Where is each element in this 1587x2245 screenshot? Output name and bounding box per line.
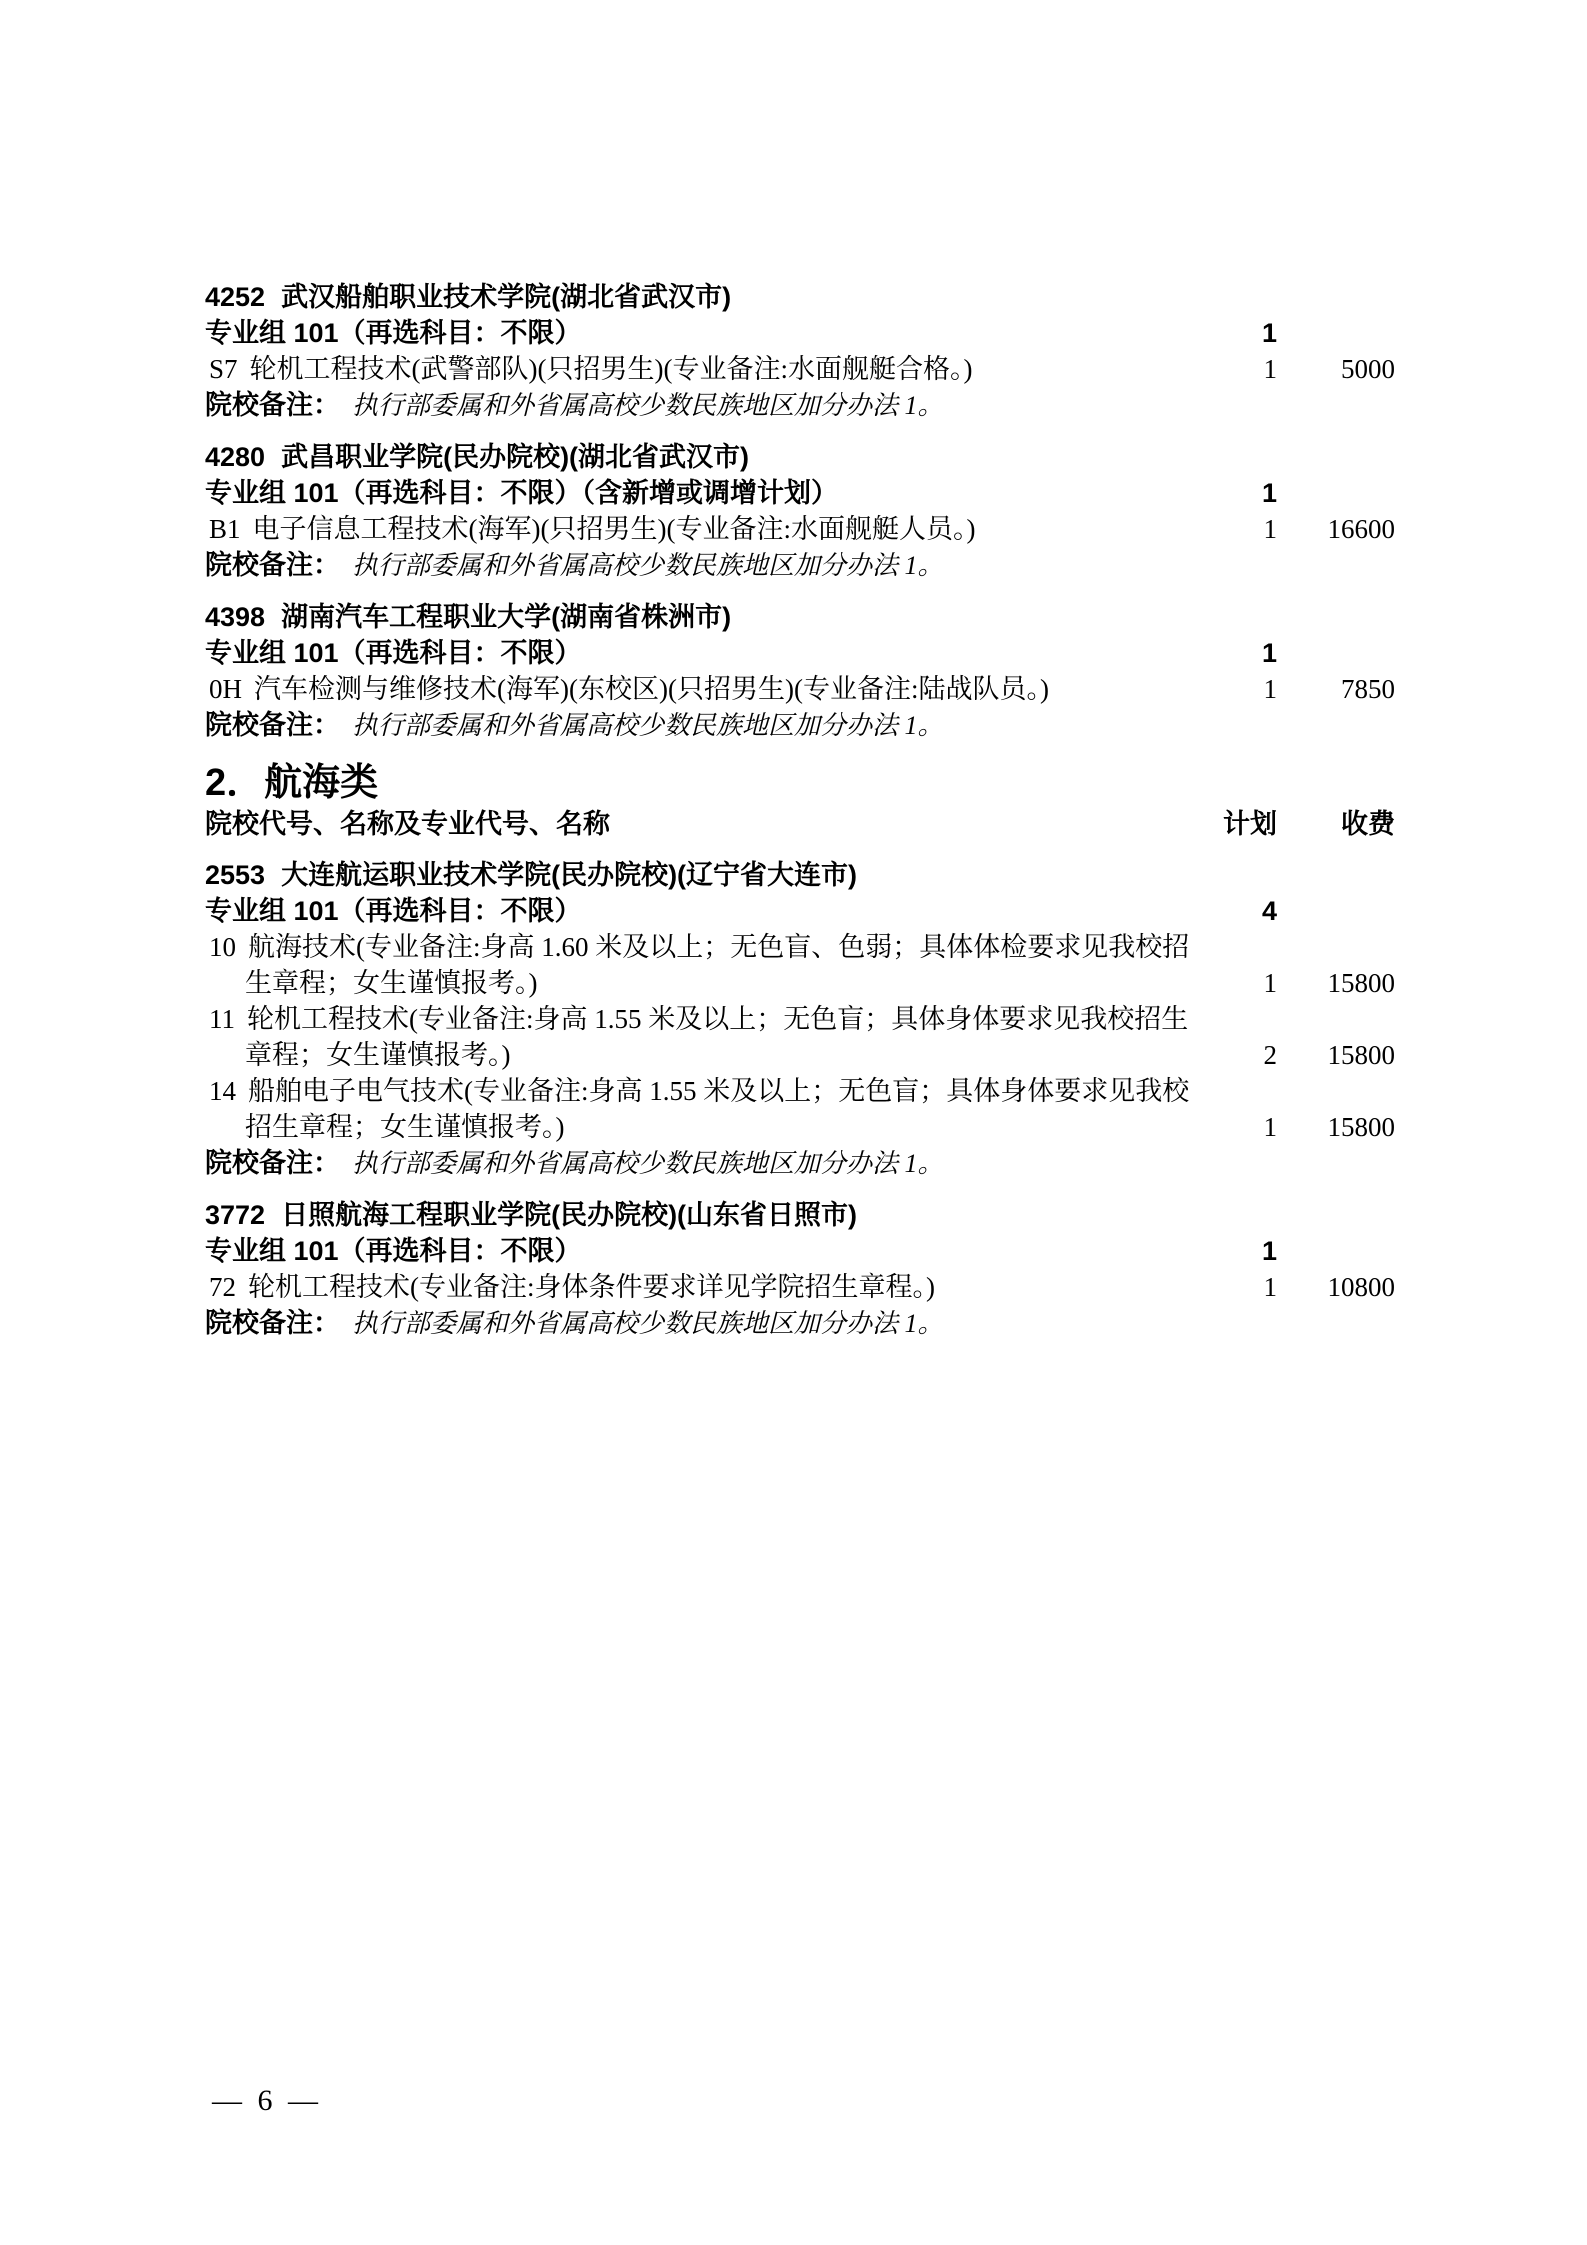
table-header-plan: 计划: [1223, 809, 1277, 839]
plan-value: 1: [1263, 354, 1277, 384]
major-code: 72: [209, 1272, 236, 1302]
group-line: [205, 475, 1395, 511]
major-text-wrap: [205, 671, 1215, 707]
major-text-wrap: [205, 929, 1215, 1001]
remark-label: 院校备注：: [205, 1148, 340, 1178]
school-name: 武昌职业学院(民办院校)(湖北省武汉市): [281, 442, 750, 472]
school-line: [205, 1197, 1395, 1233]
school-line: [205, 279, 1395, 315]
remark-content: [205, 1305, 1395, 1342]
group-plan-value: 4: [1261, 896, 1277, 926]
school-title: [205, 1197, 1395, 1233]
school-line: [205, 439, 1395, 475]
school-line: [205, 857, 1395, 893]
remark-label: 院校备注：: [205, 390, 340, 420]
remark-content: [205, 387, 1395, 424]
school-block: [205, 1197, 1395, 1342]
major-text: [205, 929, 1215, 1001]
group-plan-value: 1: [1261, 478, 1277, 508]
major-row: [205, 1001, 1395, 1073]
school-code: 3772: [205, 1200, 266, 1230]
remark-label: 院校备注：: [205, 550, 340, 580]
school-block: [205, 439, 1395, 584]
group-line: [205, 1233, 1395, 1269]
major-text: [205, 351, 1215, 387]
school-line: [205, 599, 1395, 635]
group-plan-value: 1: [1261, 318, 1277, 348]
major-name: 船舶电子电气技术(专业备注:身高 1.55 米及以上；无色盲；具体身体要求见我校招生章程；女生谨慎报考。): [245, 1076, 1190, 1142]
fee-value: 15800: [1327, 1112, 1395, 1142]
major-row: [205, 351, 1395, 387]
remark-line: [205, 707, 1395, 744]
group-label: 专业组 101（再选科目：不限）: [205, 1236, 582, 1266]
school-title: [205, 599, 1395, 635]
major-row: [205, 511, 1395, 547]
major-code: 10: [209, 932, 236, 962]
school-block: [205, 857, 1395, 1182]
group-label: 专业组 101（再选科目：不限）: [205, 896, 582, 926]
school-code: 4252: [205, 282, 266, 312]
remark-text: 执行部委属和外省属高校少数民族地区加分办法 1。: [352, 1149, 944, 1178]
school-block: [205, 279, 1395, 424]
group-line: [205, 635, 1395, 671]
major-name: 轮机工程技术(武警部队)(只招男生)(专业备注:水面舰艇合格。): [249, 354, 973, 384]
page-content: [205, 279, 1395, 1357]
remark-line: [205, 387, 1395, 424]
page-number-footer: — 6 —: [212, 2084, 322, 2117]
major-text-wrap: [205, 1001, 1215, 1073]
major-row: [205, 1073, 1395, 1145]
major-text-wrap: [205, 1269, 1215, 1305]
group-plan-value: 1: [1261, 638, 1277, 668]
major-code: B1: [209, 514, 241, 544]
major-text: [205, 1001, 1215, 1073]
major-text: [205, 1073, 1215, 1145]
group-label: 专业组 101（再选科目：不限）（含新增或调增计划）: [205, 478, 839, 508]
plan-value: 1: [1263, 1112, 1277, 1142]
school-code: 4280: [205, 442, 266, 472]
major-text-wrap: [205, 1073, 1215, 1145]
remark-content: [205, 547, 1395, 584]
major-code: 14: [209, 1076, 236, 1106]
major-name: 航海技术(专业备注:身高 1.60 米及以上；无色盲、色弱；具体体检要求见我校招生章程；女生谨慎报考。): [245, 932, 1190, 998]
group-label: 专业组 101（再选科目：不限）: [205, 318, 582, 348]
group-plan-value: 1: [1261, 1236, 1277, 1266]
school-name: 日照航海工程职业学院(民办院校)(山东省日照市): [281, 1200, 858, 1230]
group-line: [205, 315, 1395, 351]
remark-text: 执行部委属和外省属高校少数民族地区加分办法 1。: [352, 1309, 944, 1338]
plan-value: 1: [1263, 968, 1277, 998]
major-text: [205, 671, 1215, 707]
group-line: [205, 893, 1395, 929]
fee-value: 15800: [1327, 1040, 1395, 1070]
remark-content: [205, 707, 1395, 744]
school-name: 武汉船舶职业技术学院(湖北省武汉市): [281, 282, 732, 312]
plan-value: 1: [1263, 514, 1277, 544]
fee-value: 7850: [1341, 674, 1395, 704]
remark-label: 院校备注：: [205, 1308, 340, 1338]
major-row: [205, 929, 1395, 1001]
table-header-row: [205, 806, 1395, 842]
remark-line: [205, 1145, 1395, 1182]
plan-value: 1: [1263, 1272, 1277, 1302]
major-name: 电子信息工程技术(海军)(只招男生)(专业备注:水面舰艇人员。): [252, 514, 976, 544]
fee-value: 15800: [1327, 968, 1395, 998]
major-text-wrap: [205, 351, 1215, 387]
plan-value: 2: [1263, 1040, 1277, 1070]
table-header-fee: 收费: [1341, 809, 1395, 839]
group-label: 专业组 101（再选科目：不限）: [205, 638, 582, 668]
remark-line: [205, 547, 1395, 584]
major-name: 轮机工程技术(专业备注:身高 1.55 米及以上；无色盲；具体身体要求见我校招生章程；女生谨慎报考。): [245, 1004, 1189, 1070]
plan-value: 1: [1263, 674, 1277, 704]
table-header-left: 院校代号、名称及专业代号、名称: [205, 809, 610, 839]
remark-text: 执行部委属和外省属高校少数民族地区加分办法 1。: [352, 711, 944, 740]
remark-text: 执行部委属和外省属高校少数民族地区加分办法 1。: [352, 551, 944, 580]
school-block: [205, 599, 1395, 744]
school-title: [205, 857, 1395, 893]
major-code: S7: [209, 354, 238, 384]
major-text: [205, 1269, 1215, 1305]
major-text-wrap: [205, 511, 1215, 547]
major-code: 11: [209, 1004, 235, 1034]
remark-line: [205, 1305, 1395, 1342]
major-row: [205, 1269, 1395, 1305]
school-name: 湖南汽车工程职业大学(湖南省株洲市): [281, 602, 732, 632]
remark-label: 院校备注：: [205, 710, 340, 740]
remark-content: [205, 1145, 1395, 1182]
school-code: 4398: [205, 602, 266, 632]
major-code: 0H: [209, 674, 242, 704]
remark-text: 执行部委属和外省属高校少数民族地区加分办法 1。: [352, 391, 944, 420]
fee-value: 5000: [1341, 354, 1395, 384]
school-title: [205, 279, 1395, 315]
fee-value: 16600: [1327, 514, 1395, 544]
school-name: 大连航运职业技术学院(民办院校)(辽宁省大连市): [281, 860, 858, 890]
major-text: [205, 511, 1215, 547]
school-code: 2553: [205, 860, 266, 890]
school-title: [205, 439, 1395, 475]
major-name: 汽车检测与维修技术(海军)(东校区)(只招男生)(专业备注:陆战队员。): [254, 674, 1049, 704]
major-name: 轮机工程技术(专业备注:身体条件要求详见学院招生章程。): [248, 1272, 935, 1302]
major-row: [205, 671, 1395, 707]
section-heading: 2．航海类: [205, 762, 379, 804]
fee-value: 10800: [1327, 1272, 1395, 1302]
